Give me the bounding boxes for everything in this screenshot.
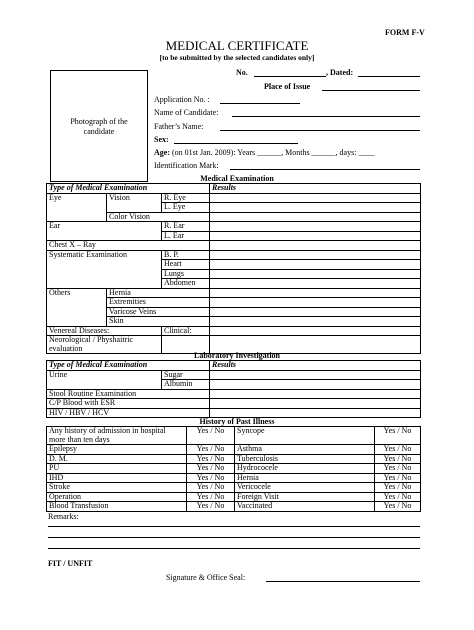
dated-label: , Dated: xyxy=(326,68,354,77)
result-cell[interactable] xyxy=(210,380,421,390)
table-row xyxy=(47,288,421,298)
table-row xyxy=(47,464,421,474)
table-cell xyxy=(47,307,107,317)
candidate-name-label: Name of Candidate: xyxy=(154,108,219,117)
yes-no-toggle[interactable]: Yes / No xyxy=(375,454,421,464)
sex-field[interactable] xyxy=(174,143,298,144)
table-cell: Vericocele xyxy=(235,483,375,493)
place-label: Place of Issue xyxy=(264,82,311,91)
medical-col-type: Type of Medical Examination xyxy=(47,184,210,194)
yes-no-toggle[interactable]: Yes / No xyxy=(187,492,235,502)
yes-no-toggle[interactable]: Yes / No xyxy=(187,502,235,512)
signature-label: Signature & Office Seal: xyxy=(166,573,246,582)
table-row xyxy=(47,492,421,502)
table-row xyxy=(47,193,421,203)
history-title: History of Past Illness xyxy=(199,417,275,426)
result-cell[interactable] xyxy=(210,250,421,260)
lab-col-type: Type of Medical Examination xyxy=(47,361,210,371)
photo-label-line2: candidate xyxy=(83,127,115,136)
yes-no-toggle[interactable]: Yes / No xyxy=(375,427,421,445)
remarks-line-2[interactable] xyxy=(48,537,420,538)
table-cell: Eye xyxy=(47,193,107,203)
table-row xyxy=(47,502,421,512)
table-row xyxy=(47,212,421,222)
table-cell: Stroke xyxy=(47,483,187,493)
table-row xyxy=(47,317,421,327)
yes-no-toggle[interactable]: Yes / No xyxy=(375,502,421,512)
table-cell: Heart xyxy=(162,260,210,270)
table-cell: Vision xyxy=(107,193,162,203)
table-cell: Venereal Diseases: xyxy=(47,326,162,336)
table-cell: Hernia xyxy=(107,288,210,298)
yes-no-toggle[interactable]: Yes / No xyxy=(187,427,235,445)
table-cell: Clinical: xyxy=(162,326,210,336)
result-cell[interactable] xyxy=(210,260,421,270)
table-cell: Lungs xyxy=(162,269,210,279)
table-cell: L. Ear xyxy=(162,231,210,241)
table-cell xyxy=(47,279,162,289)
no-label: No. xyxy=(236,68,248,77)
result-cell[interactable] xyxy=(210,269,421,279)
form-number: FORM F-V xyxy=(385,28,425,37)
yes-no-toggle[interactable]: Yes / No xyxy=(187,483,235,493)
table-cell: Chest X – Ray xyxy=(47,241,210,251)
photo-label-line1: Photograph of the xyxy=(70,117,128,126)
table-cell: Ear xyxy=(47,222,162,232)
yes-no-toggle[interactable]: Yes / No xyxy=(375,483,421,493)
table-cell: Abdomen xyxy=(162,279,210,289)
result-cell[interactable] xyxy=(210,279,421,289)
table-cell: Syncope xyxy=(235,427,375,445)
table-row xyxy=(47,298,421,308)
table-row xyxy=(47,389,421,399)
table-cell: Extremities xyxy=(107,298,210,308)
table-cell: Systematic Examination xyxy=(47,250,162,260)
table-cell xyxy=(47,380,162,390)
table-row xyxy=(47,473,421,483)
table-row xyxy=(47,399,421,409)
id-mark-field[interactable] xyxy=(230,169,420,170)
application-no-label: Application No. : xyxy=(154,95,210,104)
result-cell[interactable] xyxy=(210,317,421,327)
table-cell xyxy=(47,260,162,270)
table-cell: B. P. xyxy=(162,250,210,260)
lab-title: Laboratory Investigation xyxy=(194,351,280,360)
father-name-label: Father’s Name: xyxy=(154,122,204,131)
remarks-label: Remarks: xyxy=(48,512,79,521)
table-cell: Epilepsy xyxy=(47,445,187,455)
table-cell: Vaccinated xyxy=(235,502,375,512)
lab-table xyxy=(46,360,421,418)
page-title: MEDICAL CERTIFICATE xyxy=(165,38,309,53)
table-row xyxy=(47,380,421,390)
table-cell: Color Vision xyxy=(107,212,210,222)
table-cell: Neorological / Physhaitric evaluation xyxy=(47,336,162,354)
table-cell xyxy=(47,269,162,279)
result-cell[interactable] xyxy=(210,193,421,203)
table-cell: PU xyxy=(47,464,187,474)
table-cell: Stool Routine Examination xyxy=(47,389,210,399)
table-row xyxy=(47,326,421,336)
table-cell: Asthma xyxy=(235,445,375,455)
yes-no-toggle[interactable]: Yes / No xyxy=(187,454,235,464)
table-cell: Albumin xyxy=(162,380,210,390)
table-row xyxy=(47,222,421,232)
remarks-line-3[interactable] xyxy=(48,548,420,549)
result-cell[interactable] xyxy=(210,389,421,399)
table-cell: L. Eye xyxy=(162,203,210,213)
result-cell[interactable] xyxy=(210,307,421,317)
table-row xyxy=(47,250,421,260)
medical-exam-table xyxy=(46,183,421,354)
table-cell xyxy=(107,203,162,213)
table-row xyxy=(47,241,421,251)
table-row xyxy=(47,269,421,279)
table-cell: Any history of admission in hospital more than ten days xyxy=(47,427,187,445)
table-cell: Hernia xyxy=(235,473,375,483)
candidate-name-field[interactable] xyxy=(232,116,420,117)
table-cell: Tuberculosis xyxy=(235,454,375,464)
table-cell: Skin xyxy=(107,317,210,327)
result-cell[interactable] xyxy=(210,222,421,232)
result-cell[interactable] xyxy=(210,399,421,409)
medical-col-results: Results xyxy=(210,184,421,194)
result-cell[interactable] xyxy=(210,241,421,251)
sex-label: Sex: xyxy=(154,135,169,144)
yes-no-toggle[interactable]: Yes / No xyxy=(187,473,235,483)
result-cell[interactable] xyxy=(210,288,421,298)
result-cell[interactable] xyxy=(210,370,421,380)
result-cell[interactable] xyxy=(210,298,421,308)
no-field[interactable] xyxy=(254,76,326,77)
table-cell: D. M. xyxy=(47,454,187,464)
fit-unfit-label[interactable]: FIT / UNFIT xyxy=(48,559,93,568)
yes-no-toggle[interactable]: Yes / No xyxy=(375,473,421,483)
place-field[interactable] xyxy=(322,90,420,91)
table-row xyxy=(47,260,421,270)
age-row xyxy=(154,148,374,157)
table-cell: Urine xyxy=(47,370,162,380)
table-cell: Varicose Veins xyxy=(107,307,210,317)
table-cell: Operation xyxy=(47,492,187,502)
table-row xyxy=(47,445,421,455)
table-row xyxy=(47,454,421,464)
yes-no-toggle[interactable]: Yes / No xyxy=(375,445,421,455)
remarks-line-1[interactable] xyxy=(48,526,420,527)
yes-no-toggle[interactable]: Yes / No xyxy=(187,464,235,474)
table-cell: Sugar xyxy=(162,370,210,380)
dated-field[interactable] xyxy=(358,76,420,77)
table-cell: HIV / HBV / HCV xyxy=(47,408,210,418)
id-mark-label: Identification Mark: xyxy=(154,161,219,170)
result-cell[interactable] xyxy=(210,231,421,241)
yes-no-toggle[interactable]: Yes / No xyxy=(375,464,421,474)
table-row xyxy=(47,427,421,445)
yes-no-toggle[interactable]: Yes / No xyxy=(187,445,235,455)
table-cell: IHD xyxy=(47,473,187,483)
table-row xyxy=(47,231,421,241)
table-cell: Foreign Visit xyxy=(235,492,375,502)
table-cell: Hydrococele xyxy=(235,464,375,474)
table-cell xyxy=(47,212,107,222)
table-cell xyxy=(47,317,107,327)
table-cell: Others xyxy=(47,288,107,298)
table-cell: Blood Transfusion xyxy=(47,502,187,512)
result-cell[interactable] xyxy=(210,203,421,213)
age-label: Age: xyxy=(154,148,170,157)
age-detail: (on 01st Jan. 2009): Years ______, Months ______, days: ____ xyxy=(172,148,375,157)
table-row xyxy=(47,370,421,380)
table-cell xyxy=(47,298,107,308)
result-cell[interactable] xyxy=(210,212,421,222)
page-subtitle: [to be submitted by the selected candidates only] xyxy=(159,53,315,62)
photo-box xyxy=(50,70,148,182)
result-cell[interactable] xyxy=(210,326,421,336)
table-row xyxy=(47,279,421,289)
history-table xyxy=(46,426,421,512)
father-name-field[interactable] xyxy=(220,130,420,131)
signature-field[interactable] xyxy=(266,581,420,582)
application-no-field[interactable] xyxy=(220,103,300,104)
yes-no-toggle[interactable]: Yes / No xyxy=(375,492,421,502)
table-row xyxy=(47,483,421,493)
table-cell xyxy=(47,231,162,241)
table-cell: C/P Blood with ESR xyxy=(47,399,210,409)
medical-exam-title: Medical Examination xyxy=(200,174,274,183)
table-row xyxy=(47,203,421,213)
lab-col-results: Results xyxy=(210,361,421,371)
table-cell: R. Ear xyxy=(162,222,210,232)
table-cell: R. Eye xyxy=(162,193,210,203)
table-row xyxy=(47,307,421,317)
table-cell xyxy=(47,203,107,213)
